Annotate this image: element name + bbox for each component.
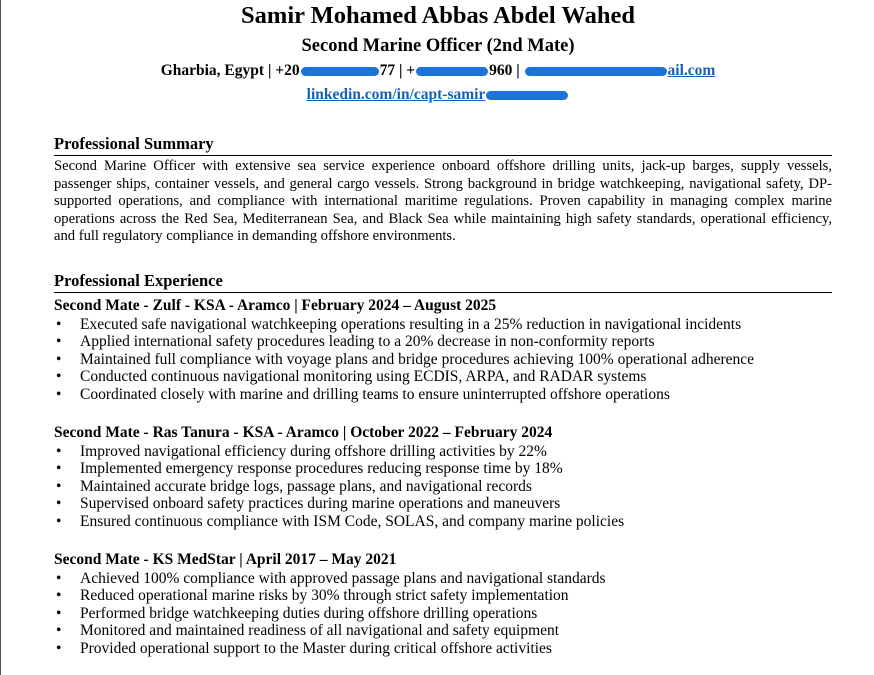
job-title: Second Mate - Zulf - KSA - Aramco | February 2024 – August 2025 <box>54 297 497 314</box>
list-item: • Implemented emergency response procedures reducing response time by 18% <box>54 460 832 477</box>
redaction-mark <box>486 91 568 100</box>
phone-1-end: 77 <box>379 62 396 79</box>
list-item: • Achieved 100% compliance with approved passage plans and navigational standards <box>54 570 832 587</box>
job-title: Second Mate - KS MedStar | April 2017 – May 2021 <box>54 551 397 568</box>
job-entry <box>54 296 832 403</box>
job-title: Second Mate - Ras Tanura - KSA - Aramco | October 2022 – February 2024 <box>54 424 553 441</box>
job-entry <box>54 550 832 657</box>
list-item: • Improved navigational efficiency during offshore drilling activities by 22% <box>54 443 832 460</box>
list-item: • Ensured continuous compliance with ISM Code, SOLAS, and company marine policies <box>54 513 832 530</box>
list-item: • Provided operational support to the Master during critical offshore activities <box>54 640 832 657</box>
list-item: • Maintained accurate bridge logs, passage plans, and navigational records <box>54 478 832 495</box>
separator: | <box>395 62 407 79</box>
job-entry <box>54 423 832 530</box>
candidate-name: Samir Mohamed Abbas Abdel Wahed <box>241 2 635 29</box>
list-item: • Executed safe navigational watchkeeping operations resulting in a 25% reduction in navigational incidents <box>54 316 832 333</box>
contact-line <box>1 62 874 80</box>
redaction-mark <box>301 67 379 76</box>
list-item: • Applied international safety procedures leading to a 20% decrease in non-conformity reports <box>54 333 832 350</box>
list-item: • Coordinated closely with marine and drilling teams to ensure uninterrupted offshore operations <box>54 386 832 403</box>
email-end: ail.com <box>667 62 716 79</box>
list-item: • Monitored and maintained readiness of all navigational and safety equipment <box>54 622 832 639</box>
linkedin-link[interactable] <box>307 86 570 103</box>
candidate-role: Second Marine Officer (2nd Mate) <box>301 36 575 56</box>
phone-1-start: +20 <box>275 62 300 79</box>
list-item: • Conducted continuous navigational monitoring using ECDIS, ARPA, and RADAR systems <box>54 368 832 385</box>
phone-2-end: 960 <box>489 62 513 79</box>
list-item: • Supervised onboard safety practices during marine operations and maneuvers <box>54 495 832 512</box>
list-item: • Reduced operational marine risks by 30% through strict safety implementation <box>54 587 832 604</box>
list-item: • Maintained full compliance with voyage plans and bridge procedures achieving 100% operational adherence <box>54 351 832 368</box>
redaction-mark <box>525 67 667 76</box>
separator: | <box>512 62 524 79</box>
linkedin-start: linkedin.com/in/capt-samir <box>306 86 486 103</box>
redaction-mark <box>416 67 488 76</box>
summary-text: Second Marine Officer with extensive sea service experience onboard offshore drilling units, jack-up barges, supply vessels, passenger ships, container vessels, and general cargo vessels. Strong background in bridge watchkeeping, navigational safety, DP-supported operations, and compliance with international maritime regulations. Proven capability in managing complex marine operations across the Red Sea, Mediterranean Sea, and Black Sea while maintaining high safety standards, operational efficiency, and full regulatory compliance in demanding offshore environments. <box>54 158 832 244</box>
section-heading-experience: Professional Experience <box>54 271 832 293</box>
location: Gharbia, Egypt <box>160 62 265 79</box>
phone-1 <box>275 62 395 79</box>
separator: | <box>264 62 276 79</box>
email-link[interactable] <box>524 62 716 79</box>
section-heading-summary: Professional Summary <box>54 134 832 156</box>
list-item: • Performed bridge watchkeeping duties during offshore drilling operations <box>54 605 832 622</box>
phone-2 <box>406 62 512 79</box>
phone-2-start: + <box>406 62 416 79</box>
linkedin-line <box>1 86 874 104</box>
